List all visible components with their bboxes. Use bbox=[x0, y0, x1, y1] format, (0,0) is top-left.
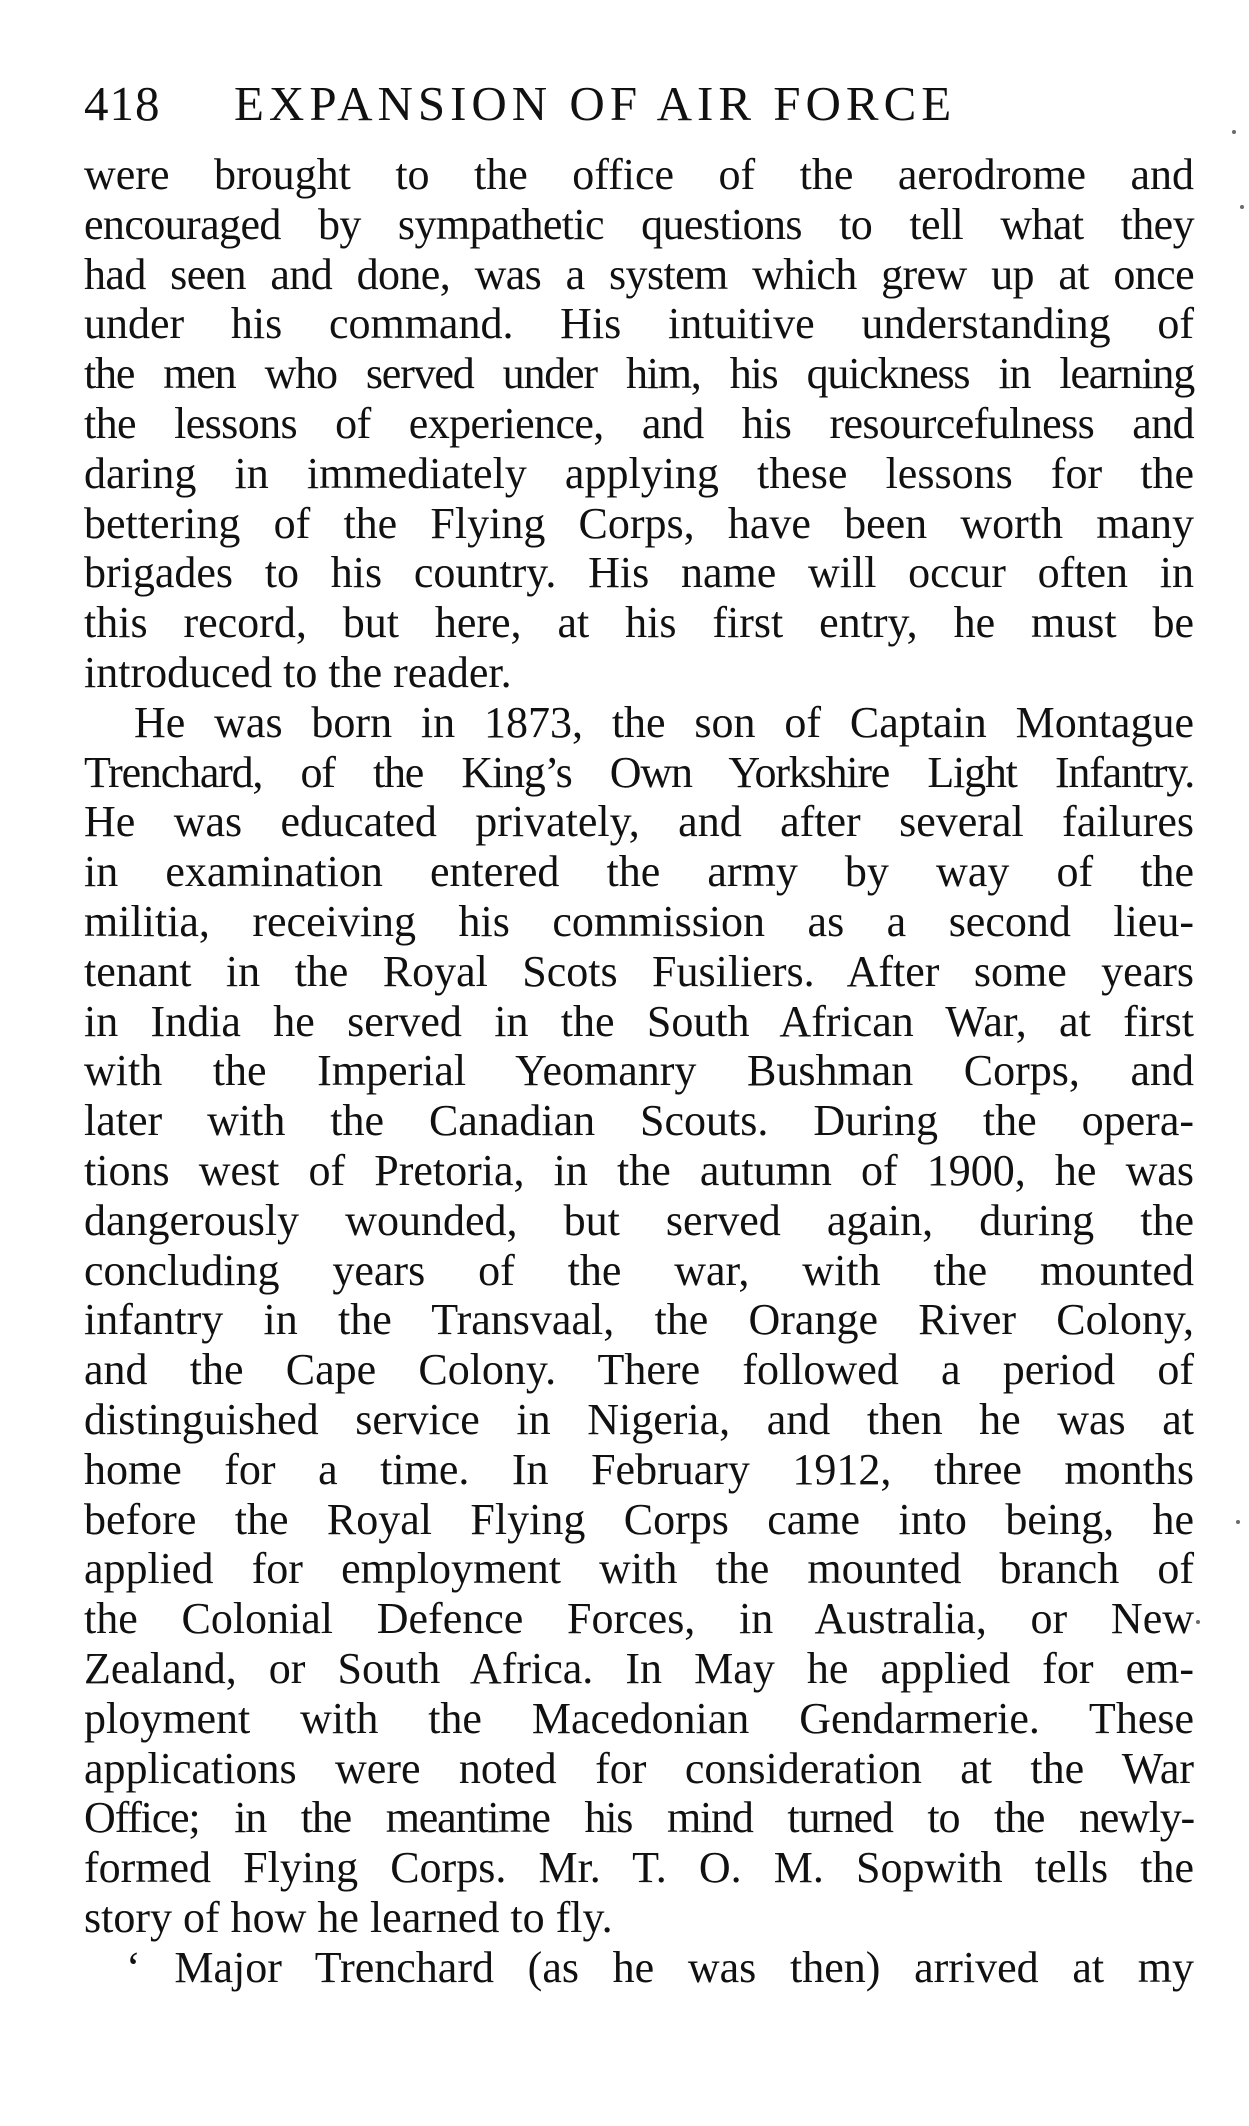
text-line: concluding years of the war, with the mounted bbox=[84, 1245, 1194, 1295]
paragraph-first-line: He was born in 1873, the son of Captain Montague bbox=[134, 697, 1194, 747]
text-line: infantry in the Transvaal, the Orange River Colony, bbox=[84, 1295, 1194, 1345]
text-line: encouraged by sympathetic questions to tell what they bbox=[84, 199, 1194, 249]
text-line: bettering of the Flying Corps, have been worth many bbox=[84, 498, 1194, 548]
text-line: the men who served under him, his quickness in learning bbox=[84, 349, 1194, 399]
text-line: dangerously wounded, but served again, during the bbox=[84, 1195, 1194, 1245]
text-line: in India he served in the South African War, at first bbox=[84, 996, 1194, 1046]
text-line: tenant in the Royal Scots Fusiliers. After some years bbox=[84, 946, 1194, 996]
text-line: the Colonial Defence Forces, in Australia, or New bbox=[84, 1594, 1194, 1644]
text-line: were brought to the office of the aerodrome and bbox=[84, 150, 1194, 199]
text-line: in examination entered the army by way of the bbox=[84, 847, 1194, 897]
text-line: applications were noted for consideration at the War bbox=[84, 1743, 1194, 1793]
text-line: Zealand, or South Africa. In May he applied for em- bbox=[84, 1643, 1194, 1693]
text-line: with the Imperial Yeomanry Bushman Corps, and bbox=[84, 1046, 1194, 1096]
text-line: Office; in the meantime his mind turned to the newly- bbox=[84, 1793, 1194, 1843]
text-line: Trenchard, of the King’s Own Yorkshire Light Infantry. bbox=[84, 747, 1194, 797]
running-head bbox=[84, 64, 1204, 144]
page-speck bbox=[1236, 1520, 1240, 1524]
running-title: EXPANSION OF AIR FORCE bbox=[234, 76, 957, 131]
text-line: under his command. His intuitive understanding of bbox=[84, 299, 1194, 349]
text-line: home for a time. In February 1912, three months bbox=[84, 1444, 1194, 1494]
text-line: militia, receiving his commission as a second lieu- bbox=[84, 896, 1194, 946]
page-speck bbox=[1196, 1620, 1200, 1624]
text-line: distinguished service in Nigeria, and then he was at bbox=[84, 1394, 1194, 1444]
body-text bbox=[84, 150, 1194, 1992]
text-line: brigades to his country. His name will occur often in bbox=[84, 548, 1194, 598]
text-line: ployment with the Macedonian Gendarmerie. These bbox=[84, 1693, 1194, 1743]
text-line: and the Cape Colony. There followed a period of bbox=[84, 1345, 1194, 1395]
page-speck bbox=[1240, 205, 1244, 209]
text-line: applied for employment with the mounted branch of bbox=[84, 1544, 1194, 1594]
text-line: He was educated privately, and after several failures bbox=[84, 797, 1194, 847]
page-speck bbox=[1232, 130, 1236, 134]
text-line: formed Flying Corps. Mr. T. O. M. Sopwith tells the bbox=[84, 1843, 1194, 1893]
text-line: daring in immediately applying these lessons for the bbox=[84, 448, 1194, 498]
paragraph-end-line: story of how he learned to fly. bbox=[84, 1892, 613, 1942]
paragraph-first-line: ‘ Major Trenchard (as he was then) arrived at my bbox=[126, 1942, 1194, 1992]
text-line: later with the Canadian Scouts. During the opera- bbox=[84, 1096, 1194, 1146]
text-line: the lessons of experience, and his resourcefulness and bbox=[84, 398, 1194, 448]
text-line: before the Royal Flying Corps came into being, he bbox=[84, 1494, 1194, 1544]
page-number: 418 bbox=[84, 76, 161, 131]
text-line: tions west of Pretoria, in the autumn of 1900, he was bbox=[84, 1145, 1194, 1195]
text-line: had seen and done, was a system which grew up at once bbox=[84, 249, 1194, 299]
paragraph-end-line: introduced to the reader. bbox=[84, 647, 512, 697]
text-line: this record, but here, at his first entry, he must be bbox=[84, 598, 1194, 648]
